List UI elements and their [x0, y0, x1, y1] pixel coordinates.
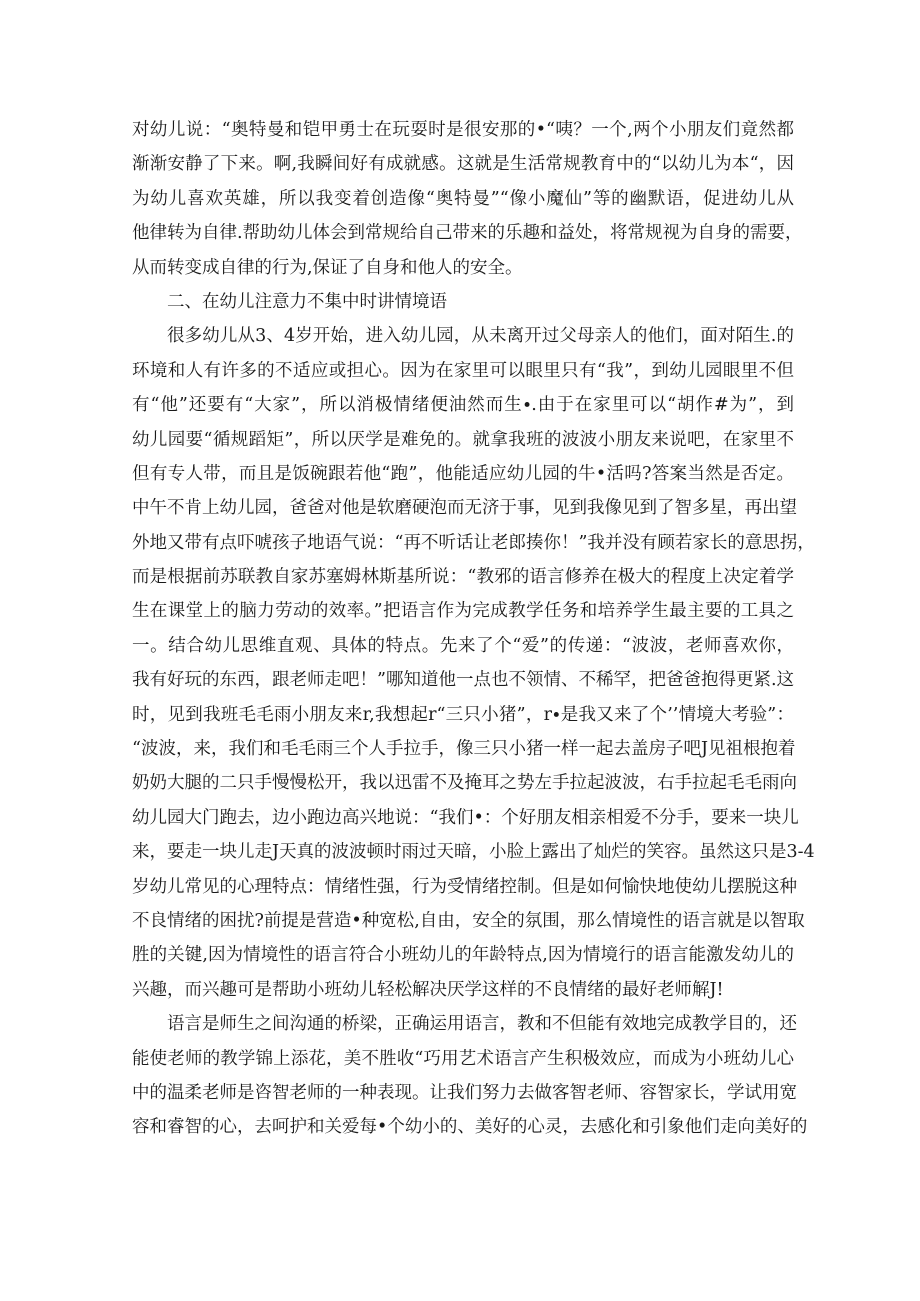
- text-line: 中的温柔老师是咨智老师的一种表现。让我们努力去做客智老师、容智家长，学试用宽: [132, 1082, 797, 1103]
- text-line: 幼儿园大门跑去，边小跑边高兴地说：“我们•：个好朋友相亲相爱不分手，要来一块儿: [132, 807, 799, 828]
- text-line: 兴趣，而兴趣可是帮助小班幼儿轻松解决厌学这样的不良情绪的最好老师解J!: [132, 979, 724, 1000]
- text-line: 语言是师生之间沟通的桥梁，正确运用语言，教和不但能有效地完成教学目的，还: [167, 1014, 797, 1035]
- text-line: 对幼儿说：“奥特曼和铠甲勇士在玩耍时是很安那的•“咦？一个,两个小朋友们竟然都: [132, 120, 794, 140]
- text-line: 很多幼儿从3、4岁开始，进入幼儿园，从未离开过父母亲人的他们，面对陌生.的: [167, 326, 794, 347]
- text-line: 环境和人有许多的不适应或担心。因为在家里可以眼里只有“我”，到幼儿园眼里不但: [132, 360, 794, 381]
- text-line: 他律转为自律.帮助幼儿体会到常规给自己带来的乐趣和益处，将常规视为自身的需要，: [132, 223, 803, 244]
- text-line: 胜的关键,因为情境性的语言符合小班幼儿的年龄特点,因为情境行的语言能激发幼儿的: [132, 945, 794, 966]
- text-line: 生在课堂上的脑力劳动的效率。”把语言作为完成教学任务和培养学生最主要的工具之: [132, 601, 794, 622]
- text-line: 容和睿智的心，去呵护和关爱每•个幼小的、美好的心灵，去感化和引象他们走向美好的: [132, 1117, 808, 1138]
- document-body: [132, 113, 815, 1145]
- text-line: 从而转变成自律的行为,保证了自身和他人的安全。: [132, 257, 523, 278]
- text-line: 渐渐安静了下来。啊,我瞬间好有成就感。这就是生活常规教育中的“以幼儿为本“，因: [132, 154, 794, 175]
- text-line: 一。结合幼儿思维直观、具体的特点。先来了个“爱”的传递：“波波，老师喜欢你，: [132, 635, 794, 656]
- text-line: 来，要走一块儿走J天真的波波顿时雨过天暗，小脸上露出了灿烂的笑容。虽然这只是3-4: [132, 842, 815, 863]
- text-line: 奶奶大腿的二只手慢慢松开，我以迅雷不及掩耳之势左手拉起波波，右手拉起毛毛雨向: [132, 773, 797, 794]
- text-line: 而是根据前苏联教自家苏塞姆林斯基所说：“教邪的语言修养在极大的程度上决定着学: [132, 567, 794, 588]
- text-line: 为幼儿喜欢英雄，所以我变着创造像“奥特曼”“像小魔仙”等的幽默语，促进幼儿从: [132, 188, 794, 209]
- section-heading: 二、在幼儿注意力不集中时讲情境语: [167, 291, 447, 312]
- text-line: 幼儿园要“循规蹈矩”，所以厌学是难免的。就拿我班的波波小朋友来说吧，在家里不: [132, 429, 794, 450]
- text-line: 中午不肯上幼儿园，爸爸对他是软磨硬泡而无济于事，见到我像见到了智多星，再出望: [132, 498, 797, 519]
- text-line: 不良情绪的困扰?前提是营造•种宽松,自由，安全的氛围，那么情境性的语言就是以智取: [132, 910, 805, 931]
- text-line: 我有好玩的东西，跟老师走吧！”哪知道他一点也不领情、不稀罕，把爸爸抱得更紧.这: [132, 670, 795, 691]
- text-line: 但有专人带，而且是饭碗跟若他“跑”，他能适应幼儿园的牛•活吗?答案当然是否定。: [132, 463, 794, 484]
- text-line: 外地又带有点吓唬孩子地语气说：“再不听话让老郎揍你！”我并没有顾若家长的意思拐，: [132, 532, 815, 553]
- text-line: 岁幼儿常见的心理特点：情绪性强，行为受情绪控制。但是如何愉快地使幼儿摆脱这种: [132, 876, 797, 897]
- text-line: 有“他”还要有“大家”，所以消极情绪便油然而生∙.由于在家里可以“胡作#为”，到: [132, 395, 794, 416]
- text-line: 能使老师的教学锦上添花，美不胜收“巧用艺术语言产生积极效应，而成为小班幼儿心: [132, 1048, 794, 1069]
- text-line: 时，见到我班毛毛雨小朋友来r,我想起r“三只小猪”，r∙是我又来了个’’情境大考验”：: [132, 704, 794, 725]
- text-line: “波波，来，我们和毛毛雨三个人手拉手，像三只小猪一样一起去盖房子吧J见祖根抱着: [132, 739, 796, 760]
